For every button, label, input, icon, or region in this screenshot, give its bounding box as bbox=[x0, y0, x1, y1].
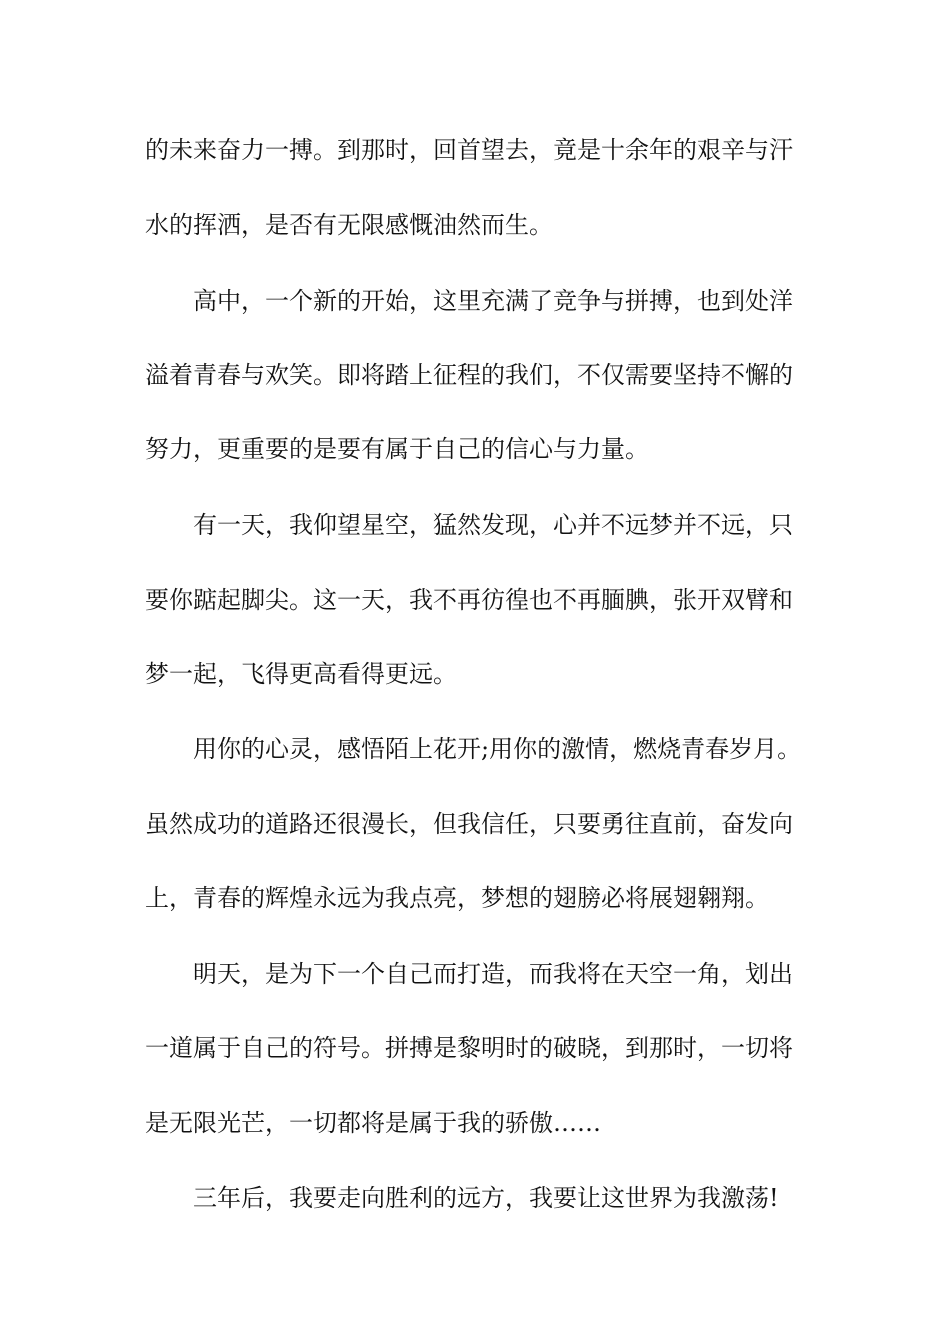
paragraph-start-line: 三年后，我要走向胜利的远方，我要让这世界为我激荡! bbox=[193, 1184, 779, 1212]
paragraph-start-line: 用你的心灵，感悟陌上花开;用你的激情，燃烧青春岁月。 bbox=[193, 735, 802, 763]
text-line: 是无限光芒，一切都将是属于我的骄傲…… bbox=[145, 1109, 601, 1137]
text-line: 上，青春的辉煌永远为我点亮，梦想的翅膀必将展翅翱翔。 bbox=[145, 884, 769, 912]
text-line: 的未来奋力一搏。到那时，回首望去，竟是十余年的艰辛与汗 bbox=[145, 136, 793, 164]
paragraph-start-line: 有一天，我仰望星空，猛然发现，心并不远梦并不远，只 bbox=[193, 511, 793, 539]
text-line: 要你踮起脚尖。这一天，我不再彷徨也不再腼腆，张开双臂和 bbox=[145, 586, 793, 614]
text-line: 虽然成功的道路还很漫长，但我信任，只要勇往直前，奋发向 bbox=[145, 810, 793, 838]
text-line: 努力，更重要的是要有属于自己的信心与力量。 bbox=[145, 435, 649, 463]
text-line: 一道属于自己的符号。拼搏是黎明时的破晓，到那时，一切将 bbox=[145, 1034, 793, 1062]
text-line: 水的挥洒，是否有无限感慨油然而生。 bbox=[145, 211, 553, 239]
paragraph-start-line: 高中，一个新的开始，这里充满了竞争与拼搏，也到处洋 bbox=[193, 287, 793, 315]
text-line: 梦一起，飞得更高看得更远。 bbox=[145, 660, 457, 688]
paragraph-start-line: 明天，是为下一个自己而打造，而我将在天空一角，划出 bbox=[193, 960, 793, 988]
text-line: 溢着青春与欢笑。即将踏上征程的我们，不仅需要坚持不懈的 bbox=[145, 361, 793, 389]
